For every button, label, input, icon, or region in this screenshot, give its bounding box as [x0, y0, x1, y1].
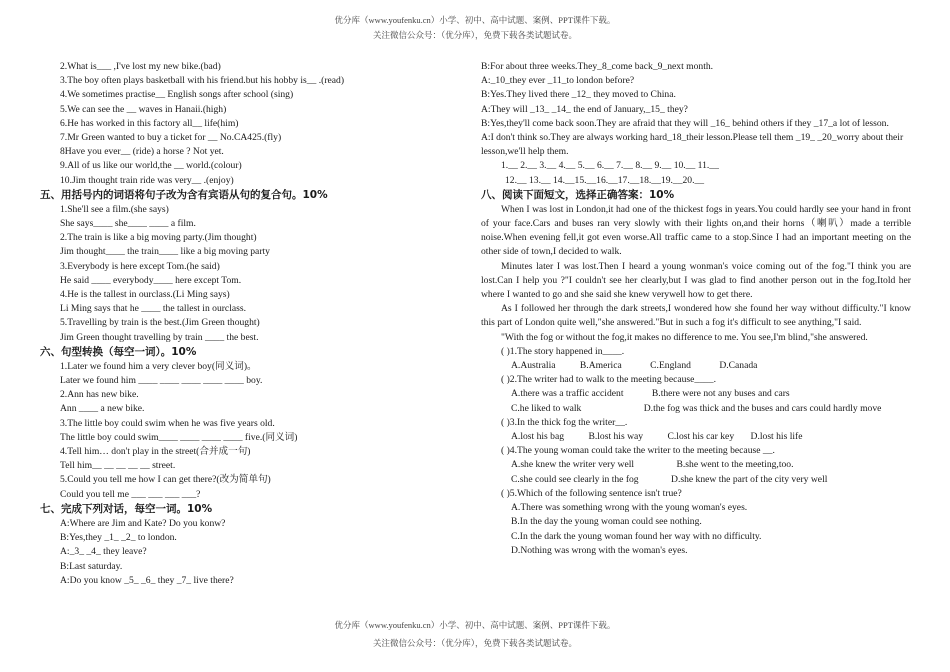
option-row: [481, 402, 911, 416]
dialogue-line: B:Yes,they _1_ _2_ to london.: [60, 532, 177, 544]
dialogue-line: A:_3_ _4_ they leave?: [60, 546, 147, 558]
exercise-line: 3.The boy often plays basketball with his friend.but his hobby is__ .(read): [60, 75, 345, 87]
exercise-line: Later we found him ____ ____ ____ ____ ____ boy.: [60, 375, 263, 387]
answer-row: 12.__ 13.__ 14.__15.__16.__17.__18.__19.__20.__: [505, 174, 705, 186]
section7-dialogue-right: [481, 60, 911, 188]
answer-row: 1.__ 2.__ 3.__ 4.__ 5.__ 6.__ 7.__ 8.__ 9.__ 10.__ 11.__: [501, 160, 719, 172]
dialogue-line: B:Last saturday.: [60, 560, 123, 572]
question-stem: ( )3.In the thick fog the writer__.: [501, 416, 628, 428]
page-header: [0, 14, 950, 41]
exercise-line: 3.The little boy could swim when he was five years old.: [60, 417, 275, 429]
question-stem: ( )5.Which of the following sentence isn't true?: [501, 487, 682, 499]
option: C.he liked to walk: [511, 402, 582, 414]
passage-paragraph: "With the fog or without the fog,it makes no difference to me. You see,I'm blind,"she answered.: [501, 331, 868, 343]
exercise-line: 6.He has worked in this factory all__ life(him): [60, 117, 239, 129]
option-row: [481, 359, 911, 373]
header-line-1: 优分库（www.youfenku.cn）小学、初中、高中试题、案例、PPT课件下载。: [334, 15, 616, 25]
exercise-line: 2.What is___ ,I've lost my new bike.(bad): [60, 61, 221, 72]
section5-title: 五、用括号内的词语将句子改为含有宾语从句的复合句。10%: [40, 188, 328, 201]
option: D.the fog was thick and the buses and cars could hardly move: [643, 402, 882, 414]
reading-passage: [481, 203, 911, 345]
footer-line-1: 优分库（www.youfenku.cn）小学、初中、高中试题、案例、PPT课件下载。: [334, 620, 616, 630]
question-stem: ( )2.The writer had to walk to the meeting because____.: [501, 374, 716, 386]
exercise-line: 2.The train is like a big moving party.(Jim thought): [60, 232, 257, 244]
option: B.America: [579, 360, 622, 372]
dialogue-line: A:Do you know _5_ _6_ they _7_ live there?: [60, 574, 234, 586]
section8-title: 八、阅读下面短文，选择正确答案：10%: [481, 188, 675, 201]
exercise-line: 9.All of us like our world,the __ world.(colour): [60, 160, 242, 172]
exercise-line: Could you tell me ___ ___ ___ ___?: [60, 488, 201, 500]
exercise-line: Tell him__ __ __ __ __ street.: [60, 460, 176, 472]
exercise-line: Jim thought____ the train____ like a big moving party: [60, 246, 270, 258]
option: D.lost his life: [750, 431, 803, 443]
option: D.she knew the part of the city very well: [671, 473, 828, 485]
question: [481, 373, 911, 416]
option-row: [481, 387, 911, 401]
option: C.England: [650, 360, 691, 372]
option-row: C.In the dark the young woman found her way with no difficulty.: [511, 530, 762, 542]
exercise-line: The little boy could swim____ ____ ____ ____ five.(同义词): [60, 431, 298, 443]
exercise-line: 1.Later we found him a very clever boy(同义词)。: [60, 360, 257, 372]
question: [481, 444, 911, 487]
exercise-line: Jim Green thought travelling by train ____ the best.: [60, 331, 259, 343]
exercise-line: 8Have you ever__ (ride) a horse ? Not yet.: [60, 146, 224, 158]
exercise-line: 5.We can see the __ waves in Hanaii.(high): [60, 103, 227, 115]
option: C.she could see clearly in the fog: [511, 473, 639, 485]
exercise-line: 5.Travelling by train is the best.(Jim Green thought): [60, 317, 260, 329]
section4-items: [56, 60, 456, 188]
passage-paragraph: When I was lost in London,it had one of the thickest fogs in years.You could hardly see your hand in front of your face.Cars and buses ran very slowly with their lights on,and their horns（喇叭）made a terrible noise.When evening fell,it got even worse.All traffic came to a stop.Since I had an important meeting on the other side of town,I decided to walk.: [481, 203, 911, 258]
exercise-line: 4.Tell him… don't play in the street(合并成一句): [60, 446, 251, 458]
exercise-line: 4.He is the tallest in ourclass.(Li Ming says): [60, 289, 230, 301]
exercise-line: She says____ she____ ____ a film.: [60, 218, 196, 230]
option: B.she went to the meeting,too.: [676, 459, 794, 471]
exercise-line: 5.Could you tell me how I can get there?(改为简单句): [60, 474, 271, 486]
exercise-line: 3.Everybody is here except Tom.(he said): [60, 260, 220, 272]
dialogue-line: A:They will _13_ _14_ the end of January,_15_ they?: [481, 103, 688, 115]
page-footer: [0, 619, 950, 649]
option: B.there were not any buses and cars: [651, 388, 790, 400]
option-row: [481, 473, 911, 487]
option: D.Canada: [719, 360, 758, 372]
exercise-line: 2.Ann has new bike.: [60, 389, 139, 401]
option: B.lost his way: [588, 431, 644, 443]
exercise-line: 10.Jim thought train ride was very__ .(enjoy): [60, 174, 234, 186]
option-row: [481, 430, 911, 444]
dialogue-line: B:Yes,they'll come back soon.They are afraid that they will _16_ behind others if they _17_a lot of lesson.: [481, 117, 889, 129]
left-column: [40, 60, 456, 588]
question: [481, 416, 911, 444]
question-stem: ( )4.The young woman could take the writer to the meeting because __.: [501, 445, 775, 457]
question-stem: ( )1.The story happened in____.: [501, 345, 625, 357]
passage-paragraph: As I followed her through the dark streets,I wondered how she found her way without difficulty."I know this part of London quite well,"she answered."But in such a fog it's difficult to see anything,"I said.: [481, 303, 911, 329]
dialogue-line: A:I don't think so.They are always working hard_18_their lesson.Please tell them _19_ _20_worry about their lesson,we'll help them.: [481, 132, 904, 158]
reading-questions: [481, 345, 911, 558]
footer-line-2: 关注微信公众号：（优分库），免费下载各类试题试卷。: [372, 638, 577, 648]
dialogue-line: A:Where are Jim and Kate? Do you konw?: [60, 517, 226, 529]
option: A.Australia: [511, 360, 556, 372]
option: A.there was a traffic accident: [511, 388, 624, 400]
option-row: B.In the day the young woman could see nothing.: [511, 516, 702, 528]
right-column: [481, 60, 911, 558]
section7-title: 七、完成下列对话，每空一词。10%: [40, 502, 213, 515]
option: C.lost his car key: [667, 431, 735, 443]
exercise-line: 7.Mr Green wanted to buy a ticket for __ No.CA425.(fly): [60, 132, 282, 144]
dialogue-line: B:For about three weeks.They_8_come back_9_next month.: [481, 61, 714, 72]
section7-dialogue-left: [56, 517, 456, 588]
question: [481, 345, 911, 373]
option-row: D.Nothing was wrong with the woman's eyes.: [511, 544, 688, 556]
option-row: [481, 458, 911, 472]
dialogue-line: B:Yes.They lived there _12_ they moved to China.: [481, 89, 676, 101]
exercise-line: 4.We sometimes practise__ English songs after school (sing): [60, 89, 294, 101]
exercise-line: He said ____ everybody____ here except Tom.: [60, 274, 242, 286]
section5-items: [56, 203, 456, 345]
exercise-line: Ann ____ a new bike.: [60, 403, 145, 415]
dialogue-line: A:_10_they ever _11_to london before?: [481, 75, 635, 87]
option: A.lost his bag: [511, 431, 565, 443]
section6-items: [56, 360, 456, 502]
exercise-line: 1.She'll see a film.(she says): [60, 203, 169, 215]
passage-paragraph: Minutes later I was lost.Then I heard a young wonman's voice coming out of the fog."I think you are lost.Can I help you ?"I couldn't see her clearly,but I was glad to find another person out in the fog.Itold her where I wanted to go and she said she knew verywell how to get there.: [481, 260, 911, 301]
option-row: A.There was something wrong with the young woman's eyes.: [511, 502, 748, 514]
question: [481, 487, 911, 558]
header-line-2: 关注微信公众号：（优分库），免费下载各类试题试卷。: [372, 30, 577, 40]
exercise-line: Li Ming says that he ____ the tallest in ourclass.: [60, 303, 246, 315]
option: A.she knew the writer very well: [511, 459, 635, 471]
section6-title: 六、句型转换（每空一词）。10%: [40, 345, 197, 358]
